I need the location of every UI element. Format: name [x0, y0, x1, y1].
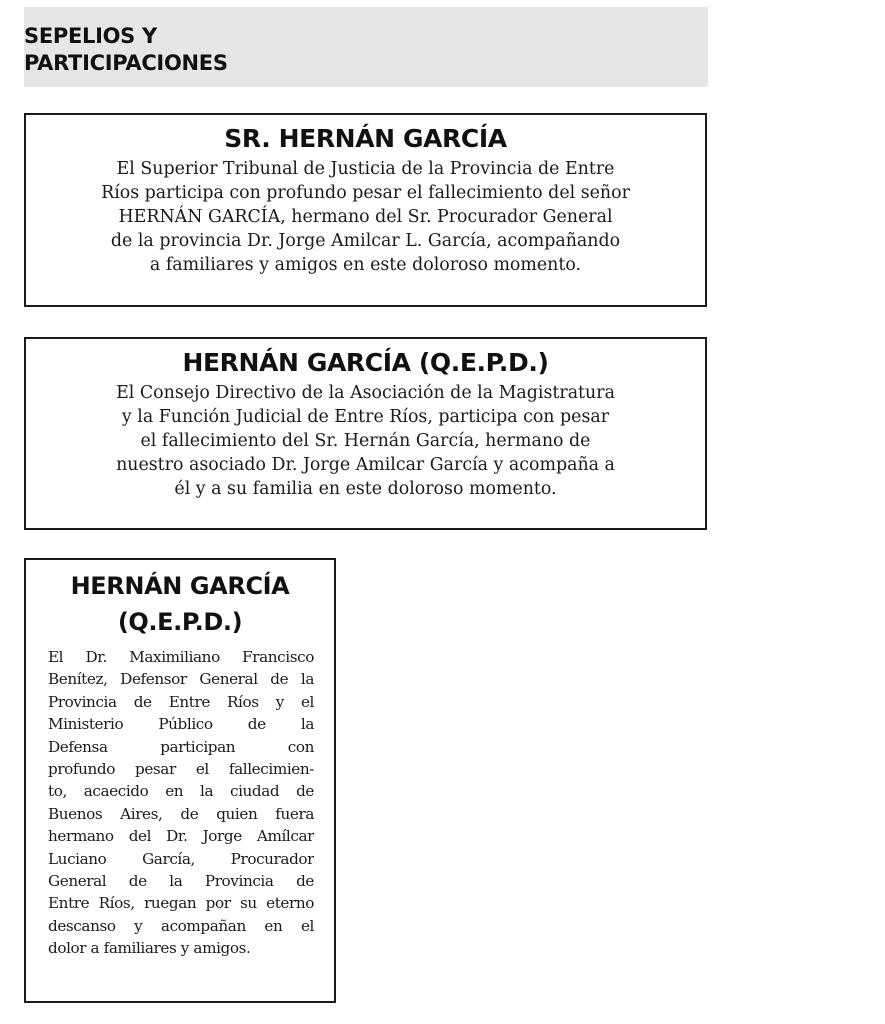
notice-line: Luciano García, Procurador — [48, 849, 314, 868]
notice-body — [26, 157, 705, 277]
notice-box-asociacion — [24, 337, 707, 530]
notice-line: de la provincia Dr. Jorge Amilcar L. García, acompañando — [110, 231, 621, 251]
notice-line: El Dr. Maximiliano Francisco — [48, 648, 314, 666]
notice-line: El Superior Tribunal de Justicia de la Provincia de Entre — [116, 159, 615, 179]
notice-line: Defensa participan con — [48, 737, 314, 756]
notice-title — [26, 568, 334, 640]
notice-line: Benítez, Defensor General de la — [48, 670, 314, 689]
notice-line: nuestro asociado Dr. Jorge Amilcar García y acompaña a — [116, 455, 615, 475]
notice-title-line-1: HERNÁN GARCÍA — [70, 572, 290, 600]
notice-line: Entre Ríos, ruegan por su eterno — [48, 894, 314, 913]
notice-line: y la Función Judicial de Entre Ríos, participa con pesar — [121, 407, 610, 427]
notice-line: HERNÁN GARCÍA, hermano del Sr. Procurador General — [118, 207, 613, 227]
notice-line: El Consejo Directivo de la Asociación de la Magistratura — [116, 383, 615, 403]
notice-line: a familiares y amigos en este doloroso momento. — [149, 255, 582, 275]
section-title-line-1: SEPELIOS Y — [24, 24, 157, 48]
notice-line: Provincia de Entre Ríos y el — [48, 692, 314, 711]
section-title-line-2: PARTICIPACIONES — [24, 51, 228, 75]
notice-title: SR. HERNÁN GARCÍA — [224, 124, 507, 153]
notice-line: to, acaecido en la ciudad de — [48, 782, 314, 801]
notice-title-line-2: (Q.E.P.D.) — [117, 608, 243, 636]
notice-line: Ríos participa con profundo pesar el fallecimiento del señor — [101, 183, 630, 203]
notice-line: General de la Provincia de — [48, 872, 314, 891]
notice-title: HERNÁN GARCÍA (Q.E.P.D.) — [182, 348, 549, 377]
notice-line: descanso y acompañan en el — [48, 916, 314, 935]
section-title — [24, 23, 708, 77]
notice-line: Ministerio Público de la — [48, 715, 314, 734]
notice-line: él y a su familia en este doloroso momento. — [174, 479, 557, 499]
notice-line: profundo pesar el fallecimien- — [48, 760, 314, 779]
notice-box-tribunal — [24, 113, 707, 307]
notice-body — [26, 646, 334, 960]
notice-line: el fallecimiento del Sr. Hernán García, hermano de — [140, 431, 591, 451]
notice-box-defensoria — [24, 558, 336, 1003]
notice-line: Buenos Aires, de quien fuera — [48, 804, 314, 823]
notice-body — [26, 381, 705, 501]
section-header — [24, 7, 708, 87]
notice-line: hermano del Dr. Jorge Amílcar — [48, 827, 314, 846]
notice-line: dolor a familiares y amigos. — [48, 939, 251, 958]
